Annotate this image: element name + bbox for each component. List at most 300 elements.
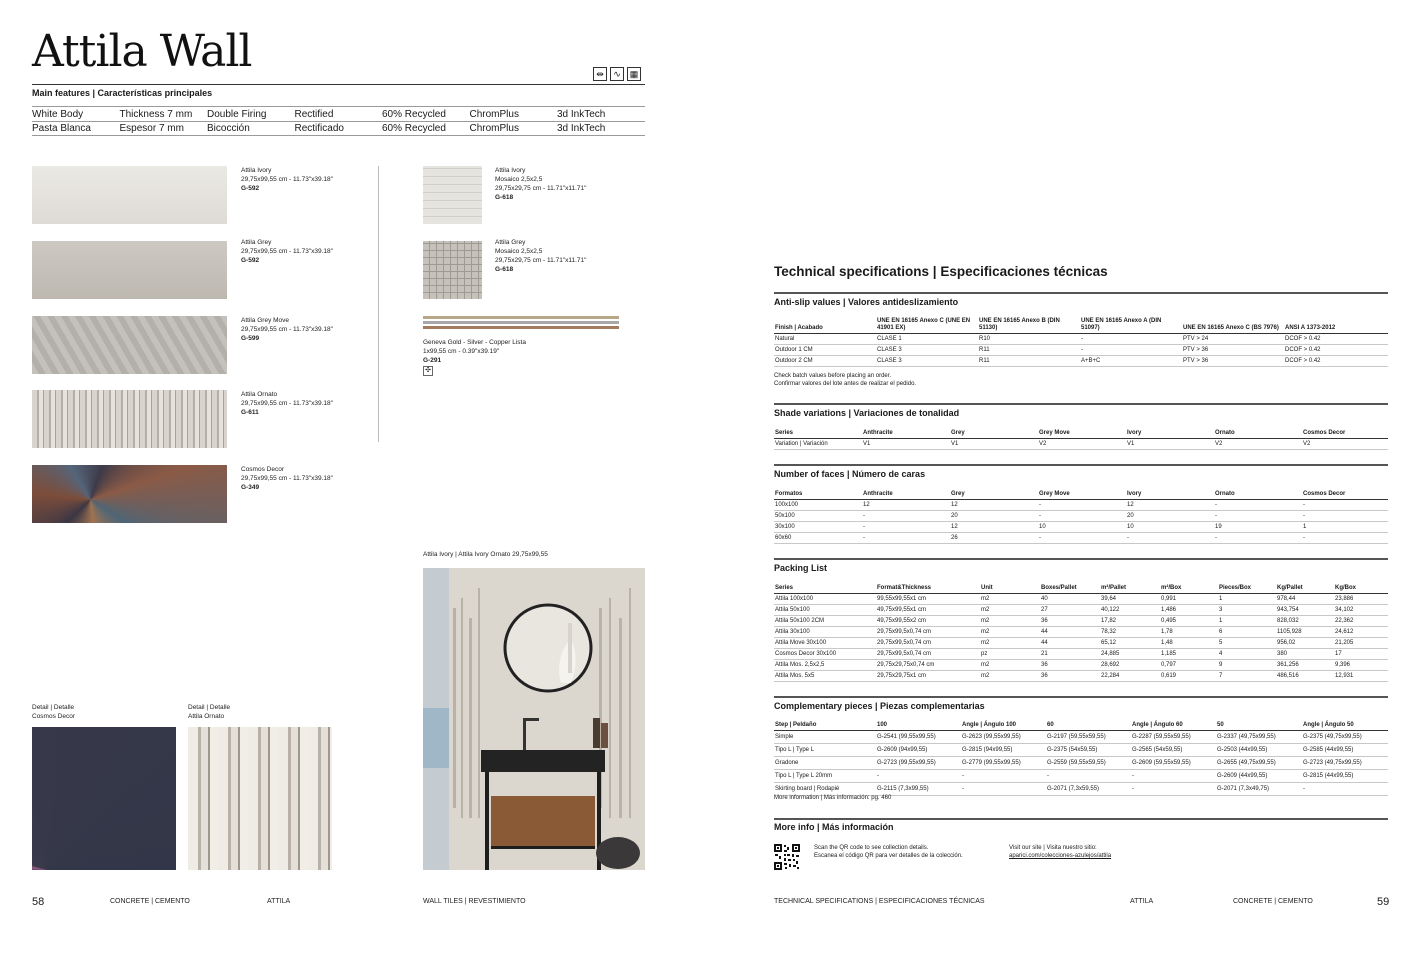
complementary-body — [774, 731, 1388, 796]
table-header: Formatos — [774, 491, 862, 500]
table-cell: V1 — [862, 439, 950, 450]
table-cell: G-2623 (99,55x99,55) — [961, 731, 1046, 744]
table-cell: DCOF > 0.42 — [1284, 345, 1388, 356]
detail-caption — [188, 703, 230, 721]
table-cell: 30x100 — [774, 522, 862, 533]
table-cell: - — [1214, 511, 1302, 522]
antislip-title: Anti-slip values | Valores antideslizamiento — [774, 297, 959, 307]
antislip-note-en: Check batch values before placing an order. — [774, 373, 892, 379]
detail-name: Cosmos Decor — [32, 713, 75, 720]
table-cell: 44 — [1040, 627, 1100, 638]
table-cell: 99,55x99,55x1 cm — [876, 594, 980, 605]
feature: Pasta Blanca — [32, 123, 91, 134]
feature: Bicocción — [207, 123, 250, 134]
table-cell: 36 — [1040, 671, 1100, 682]
tile-code: G-611 — [241, 409, 259, 416]
tile-caption — [241, 316, 333, 343]
table-header: Series — [774, 585, 876, 594]
table-header: Grey Move — [1038, 430, 1126, 439]
mosaic-code: G-618 — [495, 194, 514, 201]
table-cell: Attila Mos. 2,5x2,5 — [774, 660, 876, 671]
tile-swatch-cosmos-decor[interactable] — [32, 465, 227, 523]
tile-size: 29,75x99,55 cm - 11.73"x39.18" — [241, 400, 333, 407]
table-cell: G-2559 (59,55x59,55) — [1046, 757, 1131, 770]
table-cell: 1105,928 — [1276, 627, 1334, 638]
table-cell: 40,122 — [1100, 605, 1160, 616]
table-cell: Variation | Variación — [774, 439, 862, 450]
mosaic-sub: Mosaico 2,5x2,5 — [495, 248, 543, 255]
table-header: m²/Box — [1160, 585, 1218, 594]
tile-name: Attila Ivory — [241, 167, 272, 174]
section-divider — [774, 696, 1388, 698]
table-header: Cosmos Decor — [1302, 430, 1388, 439]
feature: 60% Recycled — [382, 109, 446, 120]
feature: ChromPlus — [469, 109, 519, 120]
table-cell: - — [1302, 783, 1388, 796]
tile-name: Attila Ornato — [241, 391, 278, 398]
tile-size: 29,75x99,55 cm - 11.73"x39.18" — [241, 326, 333, 333]
table-header: Cosmos Decor — [1302, 491, 1388, 500]
feature: Espesor 7 mm — [119, 123, 184, 134]
table-row — [774, 439, 1388, 450]
table-cell: - — [1302, 533, 1388, 544]
table-cell: G-2337 (49,75x99,55) — [1216, 731, 1302, 744]
detail-label: Detail | Detalle — [188, 704, 231, 711]
table-row — [774, 594, 1388, 605]
table-cell: 10 — [1126, 522, 1214, 533]
antislip-body — [774, 334, 1388, 367]
table-cell: 49,75x99,55x1 cm — [876, 605, 980, 616]
section-divider — [774, 558, 1388, 560]
table-cell: Tipo L | Type L — [774, 744, 876, 757]
tile-code: G-599 — [241, 335, 260, 342]
feature: 3d InkTech — [557, 123, 606, 134]
table-header: Anthracite — [862, 491, 950, 500]
table-cell: 22,362 — [1334, 616, 1388, 627]
listelo-silver[interactable] — [423, 321, 619, 324]
table-cell: 6 — [1218, 627, 1276, 638]
table-row — [774, 770, 1388, 783]
table-cell: Gradone — [774, 757, 876, 770]
table-cell: - — [1131, 783, 1216, 796]
tile-caption — [241, 465, 333, 492]
mosaic-caption — [495, 238, 586, 274]
table-cell: 1,486 — [1160, 605, 1218, 616]
table-cell: 78,32 — [1100, 627, 1160, 638]
table-cell: G-2723 (49,75x99,55) — [1302, 757, 1388, 770]
table-cell: 17 — [1334, 649, 1388, 660]
table-cell: 17,82 — [1100, 616, 1160, 627]
table-cell: 27 — [1040, 605, 1100, 616]
table-cell: 361,256 — [1276, 660, 1334, 671]
table-cell: 28,692 — [1100, 660, 1160, 671]
table-header: UNE EN 16165 Anexo B (DIN 51130) — [978, 318, 1080, 334]
table-cell: 943,754 — [1276, 605, 1334, 616]
table-cell: - — [1038, 511, 1126, 522]
table-cell: Attila 100x100 — [774, 594, 876, 605]
table-cell: G-2585 (44x99,55) — [1302, 744, 1388, 757]
table-cell: Attila 50x100 — [774, 605, 876, 616]
table-cell: G-2609 (94x99,55) — [876, 744, 961, 757]
tile-code: G-592 — [241, 257, 260, 264]
table-row — [774, 345, 1388, 356]
table-cell: 34,102 — [1334, 605, 1388, 616]
table-cell: - — [961, 770, 1046, 783]
section-divider — [774, 403, 1388, 405]
table-cell: - — [1080, 345, 1182, 356]
table-cell: - — [1214, 533, 1302, 544]
table-cell: G-2071 (7,3x59,55) — [1046, 783, 1131, 796]
table-cell: 4 — [1218, 649, 1276, 660]
table-cell: 50x100 — [774, 511, 862, 522]
shade-title: Shade variations | Variaciones de tonalidad — [774, 408, 960, 418]
table-cell: PTV > 24 — [1182, 334, 1284, 345]
table-cell: 486,516 — [1276, 671, 1334, 682]
table-header: Unit — [980, 585, 1040, 594]
table-cell: m2 — [980, 616, 1040, 627]
table-cell: 22,284 — [1100, 671, 1160, 682]
table-row — [774, 500, 1388, 511]
tile-caption — [241, 238, 333, 265]
table-header: Angle | Ángulo 60 — [1131, 722, 1216, 731]
table-header: Format&Thickness — [876, 585, 980, 594]
table-cell: G-2815 (94x99,55) — [961, 744, 1046, 757]
scan-text-es: Escanea el código QR para ver detalles de la colección. — [814, 853, 963, 859]
table-cell: - — [1131, 770, 1216, 783]
table-cell: 9 — [1218, 660, 1276, 671]
features-divider — [32, 106, 645, 107]
packing-body — [774, 594, 1388, 682]
table-header: UNE EN 16165 Anexo C (UNE EN 41901 EX) — [876, 318, 978, 334]
table-cell: 19 — [1214, 522, 1302, 533]
listelo-icon: ✣ — [423, 366, 433, 376]
tile-code: G-349 — [241, 484, 260, 491]
table-cell: m2 — [980, 671, 1040, 682]
complementary-table — [774, 722, 1388, 796]
table-cell: 49,75x99,55x2 cm — [876, 616, 980, 627]
table-cell: G-2609 (59,55x59,55) — [1131, 757, 1216, 770]
table-cell: 380 — [1276, 649, 1334, 660]
table-cell: G-2375 (49,75x99,55) — [1302, 731, 1388, 744]
table-cell: G-2655 (49,75x99,55) — [1216, 757, 1302, 770]
table-row — [774, 511, 1388, 522]
table-cell: - — [1038, 533, 1126, 544]
table-cell: 978,44 — [1276, 594, 1334, 605]
mosaic-caption — [495, 166, 586, 202]
table-cell: m2 — [980, 638, 1040, 649]
table-cell: 1,185 — [1160, 649, 1218, 660]
table-row — [774, 605, 1388, 616]
footer-category: CONCRETE | CEMENTO — [110, 898, 190, 905]
table-cell: 3 — [1218, 605, 1276, 616]
table-cell: 0,619 — [1160, 671, 1218, 682]
tile-size: 29,75x99,55 cm - 11.73"x39.18" — [241, 475, 333, 482]
footer-series: ATTILA — [1130, 898, 1154, 905]
table-cell: 24,612 — [1334, 627, 1388, 638]
table-cell: 65,12 — [1100, 638, 1160, 649]
table-cell: 1 — [1218, 594, 1276, 605]
table-cell: - — [862, 522, 950, 533]
antislip-table — [774, 318, 1388, 367]
table-cell: 0,797 — [1160, 660, 1218, 671]
feature: Rectified — [294, 109, 334, 120]
table-cell: 1 — [1302, 522, 1388, 533]
3d-pattern-icon: ▦ — [627, 67, 641, 81]
site-link[interactable]: aparici.com/colecciones-azulejos/attila — [1009, 853, 1112, 859]
table-row — [774, 757, 1388, 770]
feature: Thickness 7 mm — [119, 109, 193, 120]
shade-body — [774, 439, 1388, 450]
table-cell: 10 — [1038, 522, 1126, 533]
table-cell: V2 — [1214, 439, 1302, 450]
table-cell: 9,396 — [1334, 660, 1388, 671]
feature: Double Firing — [207, 109, 267, 120]
table-header: 60 — [1046, 722, 1131, 731]
table-cell: DCOF > 0.42 — [1284, 334, 1388, 345]
detail-label: Detail | Detalle — [32, 704, 75, 711]
shade-table — [774, 430, 1388, 450]
table-cell: G-2609 (44x99,55) — [1216, 770, 1302, 783]
table-cell: G-2723 (99,55x99,55) — [876, 757, 961, 770]
table-row — [774, 334, 1388, 345]
photo-caption: Attila Ivory | Attila Ivory Ornato 29,75x99,55 — [423, 551, 548, 558]
table-row — [774, 356, 1388, 367]
table-header: 100 — [876, 722, 961, 731]
table-cell: 24,885 — [1100, 649, 1160, 660]
table-cell: Cosmos Decor 30x100 — [774, 649, 876, 660]
table-cell: G-2565 (54x59,55) — [1131, 744, 1216, 757]
features-row-en — [32, 109, 645, 120]
table-cell: 20 — [1126, 511, 1214, 522]
tile-name: Attila Grey Move — [241, 317, 290, 324]
table-cell: Outdoor 1 CM — [774, 345, 876, 356]
table-header: Pieces/Box — [1218, 585, 1276, 594]
table-cell: G-2779 (99,55x99,55) — [961, 757, 1046, 770]
table-cell: G-2503 (44x99,55) — [1216, 744, 1302, 757]
tile-size: 29,75x99,55 cm - 11.73"x39.18" — [241, 248, 333, 255]
table-cell: 20 — [950, 511, 1038, 522]
complementary-more-info: More information | Más información: pg. 460 — [774, 795, 892, 801]
table-cell: 36 — [1040, 616, 1100, 627]
table-cell: PTV > 36 — [1182, 345, 1284, 356]
mosaic-name: Attila Grey — [495, 239, 526, 246]
table-header: m²/Pallet — [1100, 585, 1160, 594]
table-cell: 39,64 — [1100, 594, 1160, 605]
feature: ChromPlus — [469, 123, 519, 134]
table-header: Grey Move — [1038, 491, 1126, 500]
faces-body — [774, 500, 1388, 544]
table-cell: Outdoor 2 CM — [774, 356, 876, 367]
table-header: Ivory — [1126, 491, 1214, 500]
complementary-title: Complementary pieces | Piezas complementarias — [774, 701, 985, 711]
table-cell: 26 — [950, 533, 1038, 544]
tile-caption — [241, 166, 333, 193]
table-cell: R10 — [978, 334, 1080, 345]
table-cell: 0,495 — [1160, 616, 1218, 627]
tile-caption — [241, 390, 333, 417]
table-cell: - — [1302, 500, 1388, 511]
table-cell: Attila Mos. 5x5 — [774, 671, 876, 682]
table-row — [774, 533, 1388, 544]
table-cell: 21 — [1040, 649, 1100, 660]
table-header: Ornato — [1214, 430, 1302, 439]
table-cell: Simple — [774, 731, 876, 744]
table-cell: G-2197 (59,55x59,55) — [1046, 731, 1131, 744]
table-row — [774, 660, 1388, 671]
feature: White Body — [32, 109, 84, 120]
table-row — [774, 522, 1388, 533]
wave-icon: ∿ — [610, 67, 624, 81]
packing-title: Packing List — [774, 563, 828, 573]
scan-text-en: Scan the QR code to see collection details. — [814, 845, 929, 851]
tile-swatch-attila-grey-move[interactable] — [32, 316, 227, 374]
detail-cosmos-decor — [32, 727, 176, 870]
table-cell: V2 — [1302, 439, 1388, 450]
table-cell: Attila 50x100 2CM — [774, 616, 876, 627]
table-cell: pz — [980, 649, 1040, 660]
table-cell: - — [862, 511, 950, 522]
table-cell: G-2375 (54x59,55) — [1046, 744, 1131, 757]
table-cell: G-2287 (59,55x59,55) — [1131, 731, 1216, 744]
table-cell: 5 — [1218, 638, 1276, 649]
table-cell: 23,886 — [1334, 594, 1388, 605]
table-cell: Attila 30x100 — [774, 627, 876, 638]
table-cell: m2 — [980, 660, 1040, 671]
faces-title: Number of faces | Número de caras — [774, 469, 926, 479]
table-cell: A+B+C — [1080, 356, 1182, 367]
listelo-code: G-291 — [423, 357, 442, 364]
table-cell: 21,205 — [1334, 638, 1388, 649]
table-cell: - — [1302, 511, 1388, 522]
table-cell: V2 — [1038, 439, 1126, 450]
tile-code: G-592 — [241, 185, 260, 192]
table-cell: R11 — [978, 356, 1080, 367]
page-title: Attila Wall — [32, 26, 252, 77]
table-header: ANSI A 1373-2012 — [1284, 318, 1388, 334]
table-cell: V1 — [1126, 439, 1214, 450]
table-cell: 36 — [1040, 660, 1100, 671]
section-divider — [774, 464, 1388, 466]
table-row — [774, 671, 1388, 682]
table-cell: m2 — [980, 594, 1040, 605]
qr-code[interactable] — [774, 844, 800, 870]
table-cell: - — [1038, 500, 1126, 511]
table-cell: 1 — [1218, 616, 1276, 627]
table-header: Ivory — [1126, 430, 1214, 439]
table-cell: R11 — [978, 345, 1080, 356]
table-cell: - — [1214, 500, 1302, 511]
table-cell: PTV > 36 — [1182, 356, 1284, 367]
table-row — [774, 627, 1388, 638]
table-header: UNE EN 16165 Anexo A (DIN 51097) — [1080, 318, 1182, 334]
section-divider — [774, 292, 1388, 294]
footer-series: ATTILA — [267, 898, 291, 905]
table-cell: m2 — [980, 627, 1040, 638]
table-cell: 12 — [950, 500, 1038, 511]
tile-name: Attila Grey — [241, 239, 272, 246]
mosaic-size: 29,75x29,75 cm - 11.71"x11.71" — [495, 185, 587, 192]
table-cell: G-2815 (44x99,55) — [1302, 770, 1388, 783]
features-divider — [32, 121, 645, 122]
feature: 60% Recycled — [382, 123, 446, 134]
table-cell: G-2541 (99,55x99,55) — [876, 731, 961, 744]
listelo-gold[interactable] — [423, 316, 619, 319]
bathroom-photo — [423, 568, 645, 870]
table-row — [774, 616, 1388, 627]
table-cell: CLASE 1 — [876, 334, 978, 345]
table-header: Ornato — [1214, 491, 1302, 500]
table-cell: 12 — [950, 522, 1038, 533]
listelo-copper[interactable] — [423, 326, 619, 329]
table-header: 50 — [1216, 722, 1302, 731]
table-row — [774, 638, 1388, 649]
table-cell: - — [1080, 334, 1182, 345]
table-cell: Tipo L | Type L 20mm — [774, 770, 876, 783]
table-cell: 7 — [1218, 671, 1276, 682]
table-cell: 12,931 — [1334, 671, 1388, 682]
table-cell: 1,78 — [1160, 627, 1218, 638]
table-cell: - — [876, 770, 961, 783]
footer-section: TECHNICAL SPECIFICATIONS | ESPECIFICACIONES TÉCNICAS — [774, 898, 985, 905]
detail-attila-ornato — [188, 727, 332, 870]
mosaic-name: Attila Ivory — [495, 167, 526, 174]
tile-swatch-attila-grey[interactable] — [32, 241, 227, 299]
page-number: 59 — [1377, 896, 1390, 908]
footer-type: WALL TILES | REVESTIMIENTO — [423, 898, 526, 905]
table-header: Angle | Ángulo 100 — [961, 722, 1046, 731]
listelo-name: Geneva Gold - Silver - Copper Lista — [423, 339, 526, 346]
tile-size: 29,75x99,55 cm - 11.73"x39.18" — [241, 176, 333, 183]
faces-table — [774, 491, 1388, 544]
table-header: Boxes/Pallet — [1040, 585, 1100, 594]
table-cell: CLASE 3 — [876, 345, 978, 356]
detail-name: Attila Ornato — [188, 713, 225, 720]
table-header: Series — [774, 430, 862, 439]
table-cell: Natural — [774, 334, 876, 345]
table-cell: 100x100 — [774, 500, 862, 511]
listelo-caption — [423, 338, 526, 365]
table-cell: DCOF > 0.42 — [1284, 356, 1388, 367]
mosaic-sub: Mosaico 2,5x2,5 — [495, 176, 543, 183]
tile-swatch-attila-ivory[interactable] — [32, 166, 227, 224]
table-cell: 29,75x29,75x1 cm — [876, 671, 980, 682]
visit-text: Visit our site | Visita nuestro sitio: — [1009, 845, 1097, 851]
table-row — [774, 649, 1388, 660]
table-cell: 60x60 — [774, 533, 862, 544]
table-cell: - — [1126, 533, 1214, 544]
main-features-label: Main features | Características principales — [32, 88, 213, 98]
listelo-size: 1x99,55 cm - 0.39"x39.19" — [423, 348, 500, 355]
table-cell: Skirting board | Rodapié — [774, 783, 876, 796]
table-cell: 40 — [1040, 594, 1100, 605]
table-cell: - — [961, 783, 1046, 796]
column-separator — [378, 166, 379, 442]
mosaic-swatch-attila-grey[interactable] — [423, 241, 482, 299]
features-divider — [32, 135, 645, 136]
tile-swatch-attila-ornato[interactable] — [32, 390, 227, 448]
table-cell: CLASE 3 — [876, 356, 978, 367]
mosaic-size: 29,75x29,75 cm - 11.71"x11.71" — [495, 257, 587, 264]
table-cell: 1,48 — [1160, 638, 1218, 649]
title-divider — [32, 84, 645, 85]
table-cell: 29,75x29,75x0,74 cm — [876, 660, 980, 671]
table-cell: 44 — [1040, 638, 1100, 649]
table-header: Kg/Pallet — [1276, 585, 1334, 594]
table-cell: 956,02 — [1276, 638, 1334, 649]
section-divider — [774, 818, 1388, 820]
mosaic-swatch-attila-ivory[interactable] — [423, 166, 482, 224]
table-row — [774, 744, 1388, 757]
